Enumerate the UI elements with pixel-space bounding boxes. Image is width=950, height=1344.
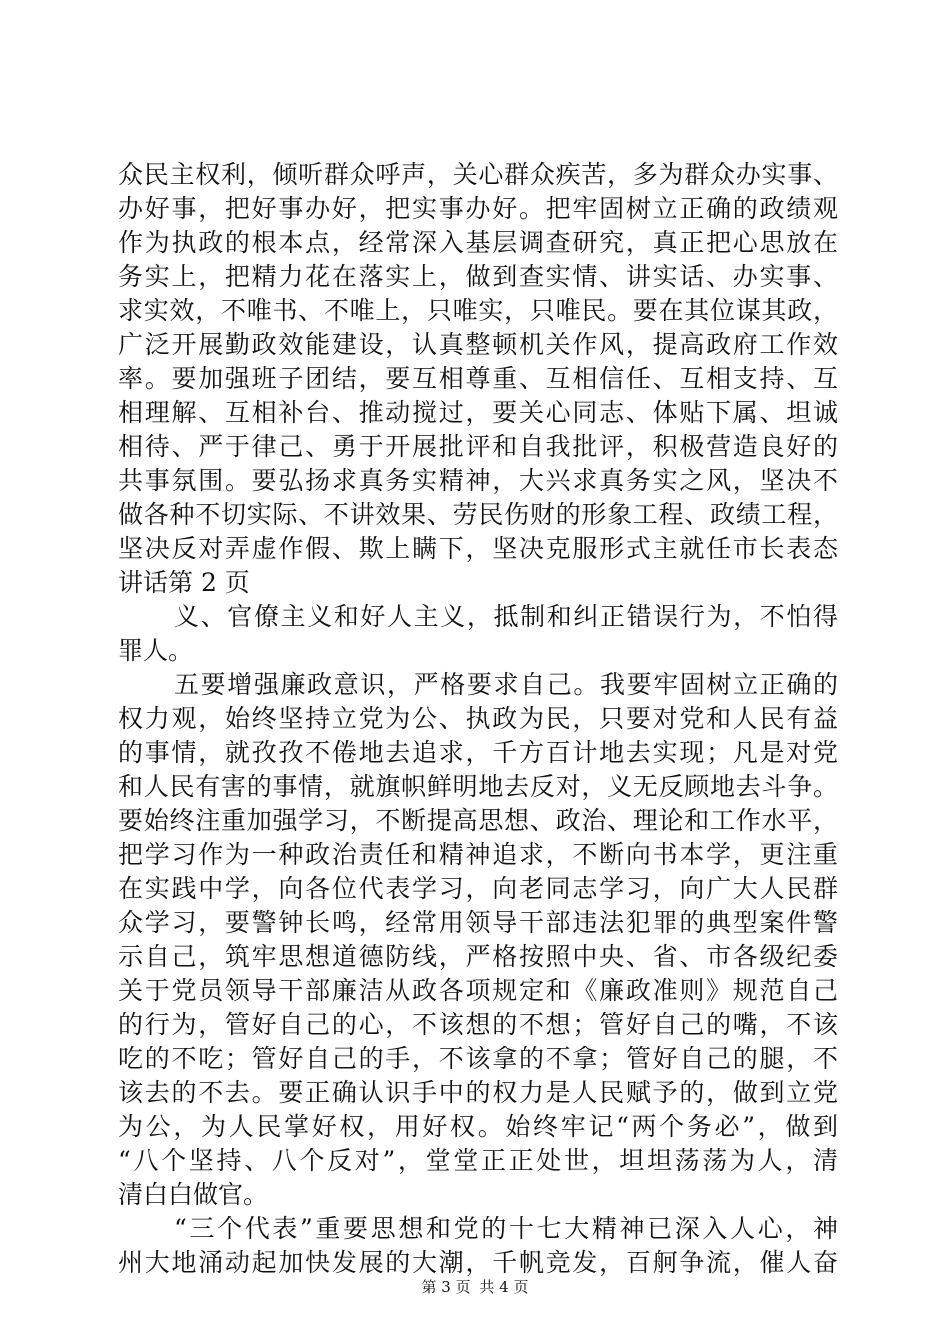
text-line: 率。要加强班子团结，要互相尊重、互相信任、互相支持、互 bbox=[118, 364, 838, 393]
text-line: 清白白做官。 bbox=[118, 1180, 269, 1209]
text-line: 义、官僚主义和好人主义，抵制和纠正错误行为，不怕得 bbox=[174, 602, 838, 631]
text-line: 务实上，把精力花在落实上，做到查实情、讲实话、办实事、 bbox=[118, 262, 838, 291]
text-line: 该去的不去。要正确认识手中的权力是人民赋予的，做到立党 bbox=[118, 1078, 838, 1107]
text-line: 相理解、互相补台、推动搅过，要关心同志、体贴下属、坦诚 bbox=[118, 398, 838, 427]
text-line: 讲话第 2 页 bbox=[118, 568, 250, 597]
text-line: 坚决反对弄虚作假、欺上瞒下，坚决克服形式主就任市长表态 bbox=[118, 534, 838, 563]
document-body bbox=[118, 158, 838, 1280]
text-line: 的事情，就孜孜不倦地去追求，千方百计地去实现；凡是对党 bbox=[118, 738, 838, 767]
text-line: 罪人。 bbox=[118, 636, 194, 665]
text-line: 示自己，筑牢思想道德防线，严格按照中央、省、市各级纪委 bbox=[118, 942, 838, 971]
page-footer bbox=[0, 1277, 950, 1297]
text-line: 求实效，不唯书、不唯上，只唯实，只唯民。要在其位谋其政， bbox=[118, 296, 838, 325]
text-line: 和人民有害的事情，就旗帜鲜明地去反对，义无反顾地去斗争。 bbox=[118, 772, 838, 801]
text-line: 把学习作为一种政治责任和精神追求，不断向书本学，更注重 bbox=[118, 840, 838, 869]
text-line: 州大地涌动起加快发展的大潮，千帆竞发，百舸争流，催人奋 bbox=[118, 1248, 838, 1277]
text-line: 办好事，把好事办好，把实事办好。把牢固树立正确的政绩观 bbox=[118, 194, 838, 223]
text-line: “八个坚持、八个反对”，堂堂正正处世，坦坦荡荡为人，清 bbox=[118, 1146, 838, 1175]
text-line: 在实践中学，向各位代表学习，向老同志学习，向广大人民群 bbox=[118, 874, 838, 903]
text-line: 的行为，管好自己的心，不该想的不想；管好自己的嘴，不该 bbox=[118, 1010, 838, 1039]
text-line: 吃的不吃；管好自己的手，不该拿的不拿；管好自己的腿，不 bbox=[118, 1044, 838, 1073]
text-line: 众民主权利，倾听群众呼声，关心群众疾苦，多为群众办实事、 bbox=[118, 160, 838, 189]
text-line: 做各种不切实际、不讲效果、劳民伤财的形象工程、政绩工程， bbox=[118, 500, 838, 529]
text-line: 要始终注重加强学习，不断提高思想、政治、理论和工作水平， bbox=[118, 806, 838, 835]
text-line: 众学习，要警钟长鸣，经常用领导干部违法犯罪的典型案件警 bbox=[118, 908, 838, 937]
text-line: “三个代表”重要思想和党的十七大精神已深入人心，神 bbox=[174, 1214, 838, 1243]
page-total: 共 4 页 bbox=[479, 1278, 529, 1296]
text-line: 五要增强廉政意识，严格要求自己。我要牢固树立正确的 bbox=[174, 670, 838, 699]
text-line: 为公，为人民掌好权，用好权。始终牢记“两个务必”，做到 bbox=[118, 1112, 838, 1141]
text-line: 关于党员领导干部廉洁从政各项规定和《廉政准则》规范自己 bbox=[118, 976, 838, 1005]
text-line: 广泛开展勤政效能建设，认真整顿机关作风，提高政府工作效 bbox=[118, 330, 838, 359]
text-line: 作为执政的根本点，经常深入基层调查研究，真正把心思放在 bbox=[118, 228, 838, 257]
text-line: 相待、严于律己、勇于开展批评和自我批评，积极营造良好的 bbox=[118, 432, 838, 461]
text-line: 共事氛围。要弘扬求真务实精神，大兴求真务实之风，坚决不 bbox=[118, 466, 838, 495]
page-number: 第 3 页 bbox=[421, 1278, 471, 1296]
text-line: 权力观，始终坚持立党为公、执政为民，只要对党和人民有益 bbox=[118, 704, 838, 733]
